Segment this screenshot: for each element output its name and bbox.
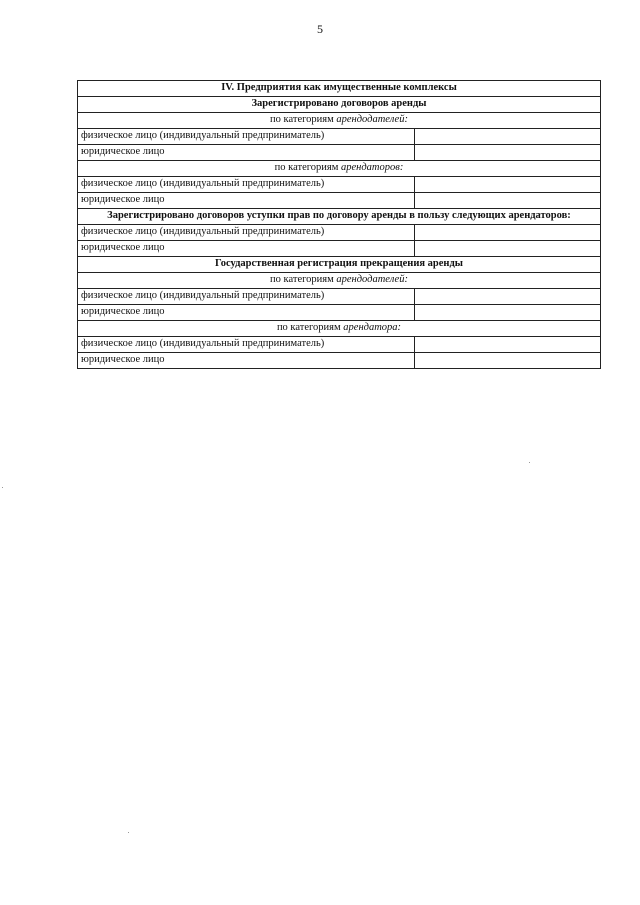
table-row xyxy=(78,177,601,193)
scan-speck xyxy=(2,487,3,488)
row-value-cell xyxy=(414,353,600,369)
category-row xyxy=(78,273,601,289)
category-name: арендодателей: xyxy=(336,114,408,125)
row-value-cell xyxy=(414,129,600,145)
table-row xyxy=(78,193,601,209)
category-prefix: по категориям xyxy=(274,162,341,173)
row-label-individual: физическое лицо (индивидуальный предприниматель) xyxy=(78,337,415,353)
row-value-cell xyxy=(414,337,600,353)
page-number: 5 xyxy=(317,22,323,36)
row-value-cell xyxy=(414,289,600,305)
row-label-individual: физическое лицо (индивидуальный предприниматель) xyxy=(78,129,415,145)
table-row xyxy=(78,145,601,161)
table-row xyxy=(78,337,601,353)
table-row xyxy=(78,129,601,145)
row-value-cell xyxy=(414,177,600,193)
table-row xyxy=(78,305,601,321)
row-label-legal-entity: юридическое лицо xyxy=(78,193,415,209)
category-name: арендодателей: xyxy=(336,274,408,285)
category-row xyxy=(78,113,601,129)
row-value-cell xyxy=(414,193,600,209)
category-prefix: по категориям xyxy=(276,322,344,333)
block-heading-row xyxy=(78,209,601,225)
category-prefix: по категориям xyxy=(270,274,337,285)
block-heading-lease-termination: Государственная регистрация прекращения аренды xyxy=(78,257,601,273)
category-heading-lessors xyxy=(78,273,601,289)
row-label-legal-entity: юридическое лицо xyxy=(78,241,415,257)
section-title: IV. Предприятия как имущественные комплексы xyxy=(78,81,601,97)
section-title-row xyxy=(78,81,601,97)
block-heading-lease-contracts: Зарегистрировано договоров аренды xyxy=(78,97,601,113)
row-value-cell xyxy=(414,305,600,321)
category-name: арендаторов: xyxy=(341,162,404,173)
row-value-cell xyxy=(414,145,600,161)
row-value-cell xyxy=(414,241,600,257)
row-label-individual: физическое лицо (индивидуальный предприниматель) xyxy=(78,177,415,193)
category-row xyxy=(78,321,601,337)
table-row xyxy=(78,353,601,369)
row-label-individual: физическое лицо (индивидуальный предприниматель) xyxy=(78,289,415,305)
category-heading-lessors xyxy=(78,113,601,129)
category-heading-lessee xyxy=(78,321,601,337)
category-name: арендатора: xyxy=(343,322,402,333)
table-row xyxy=(78,289,601,305)
scan-speck xyxy=(128,832,129,833)
block-heading-assignment-rights: Зарегистрировано договоров уступки прав по договору аренды в пользу следующих арендаторов: xyxy=(78,209,601,225)
row-value-cell xyxy=(414,225,600,241)
registration-table xyxy=(77,80,601,369)
scan-speck xyxy=(529,462,530,463)
category-prefix: по категориям xyxy=(270,114,337,125)
table-row xyxy=(78,241,601,257)
block-heading-row xyxy=(78,97,601,113)
row-label-individual: физическое лицо (индивидуальный предприниматель) xyxy=(78,225,415,241)
category-row xyxy=(78,161,601,177)
row-label-legal-entity: юридическое лицо xyxy=(78,305,415,321)
row-label-legal-entity: юридическое лицо xyxy=(78,353,415,369)
block-heading-row xyxy=(78,257,601,273)
category-heading-lessees xyxy=(78,161,601,177)
row-label-legal-entity: юридическое лицо xyxy=(78,145,415,161)
table-row xyxy=(78,225,601,241)
